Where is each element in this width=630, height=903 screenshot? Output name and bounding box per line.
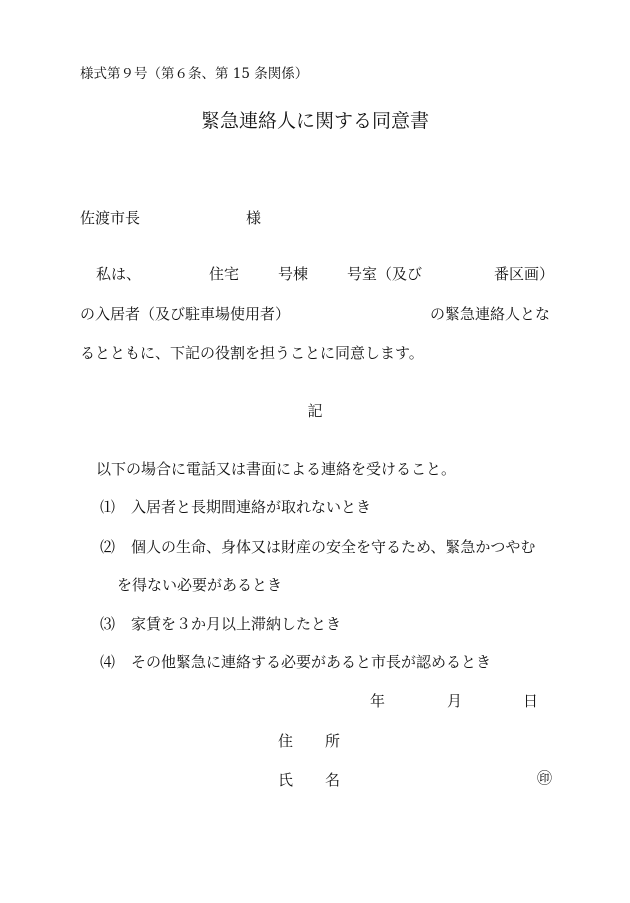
date-day-label: 日 [523,692,539,710]
item-text: 個人の生命、身体又は財産の安全を守るため、緊急かつやむ [131,538,536,556]
item-number: ⑵ [100,538,116,556]
building-label: 号棟 [278,265,309,283]
item-number: ⑶ [100,615,116,633]
addressee-honorific: 様 [246,209,262,227]
date-month-label: 月 [447,692,463,710]
document-title: 緊急連絡人に関する同意書 [200,110,429,132]
intro-text: 以下の場合に電話又は書面による連絡を受けること。 [96,460,457,478]
item-text: 入居者と長期間連絡が取れないとき [131,498,372,516]
housing-label: 住宅 [209,265,240,283]
address-label-1: 住 [278,732,294,750]
item-number: ⑷ [100,653,116,671]
parking-label: 番区画） [494,265,555,283]
resident-label: の入居者（及び駐車場使用者） [80,305,291,323]
item-text: 家賃を３か月以上滞納したとき [131,615,342,633]
date-year-label: 年 [370,692,386,710]
contact-label: の緊急連絡人とな [430,305,551,323]
addressee-name: 佐渡市長 [80,209,141,227]
ki-heading: 記 [307,402,323,420]
form-number: 様式第９号（第６条、第 15 条関係） [80,66,309,82]
paragraph-line3: るとともに、下記の役割を担うことに同意します。 [80,344,424,362]
item-number: ⑴ [100,498,116,516]
paragraph-prefix: 私は、 [96,265,142,283]
address-label-2: 所 [325,732,341,750]
name-label-2: 名 [325,771,341,789]
name-label-1: 氏 [278,771,294,789]
item-text-continued: を得ない必要があるとき [117,576,283,594]
item-text: その他緊急に連絡する必要があると市長が認めるとき [131,653,492,671]
room-label: 号室（及び [347,265,423,283]
seal-mark: ㊞ [537,769,553,787]
